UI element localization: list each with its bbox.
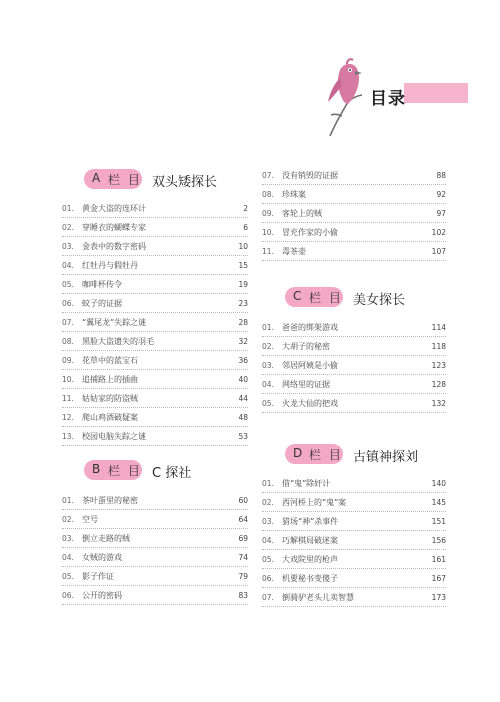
entry-page: 2 bbox=[243, 204, 248, 213]
entry-title: 红牡丹与假牡丹 bbox=[82, 261, 138, 270]
entry-number: 08. bbox=[62, 337, 74, 346]
entry-number: 11. bbox=[62, 394, 74, 403]
toc-entry[interactable] bbox=[62, 294, 248, 313]
entry-title: 追捕路上的插曲 bbox=[82, 375, 138, 384]
toc-entry[interactable] bbox=[262, 512, 446, 531]
section-title: 双头矮探长 bbox=[152, 175, 218, 190]
toc-entry[interactable] bbox=[262, 318, 446, 337]
entry-number: 04. bbox=[262, 536, 274, 545]
entry-title: 借“鬼”除奸计 bbox=[282, 479, 331, 488]
entry-number: 10. bbox=[62, 375, 74, 384]
toc-entry[interactable] bbox=[62, 332, 248, 351]
entry-page: 19 bbox=[238, 280, 248, 289]
entry-title: 公开的密码 bbox=[82, 591, 122, 600]
entry-number: 05. bbox=[62, 572, 74, 581]
entry-title: 没有销毁的证据 bbox=[282, 171, 338, 180]
entry-number: 05. bbox=[262, 399, 274, 408]
toc-entry[interactable] bbox=[262, 493, 446, 512]
toc-entry[interactable] bbox=[262, 185, 446, 204]
toc-entry[interactable] bbox=[262, 394, 446, 413]
toc-entry[interactable] bbox=[62, 510, 248, 529]
entry-page: 97 bbox=[436, 209, 446, 218]
entry-number: 11. bbox=[262, 247, 274, 256]
entry-title: 空号 bbox=[82, 515, 98, 524]
entry-number: 01. bbox=[262, 323, 274, 332]
entry-page: 132 bbox=[431, 399, 446, 408]
entry-page: 44 bbox=[238, 394, 248, 403]
page-title: 目录 bbox=[370, 89, 406, 109]
toc-entry[interactable] bbox=[262, 531, 446, 550]
entry-title: 毒茶壶 bbox=[282, 247, 306, 256]
entry-number: 03. bbox=[62, 242, 74, 251]
toc-entry[interactable] bbox=[62, 427, 248, 446]
toc-entry[interactable] bbox=[62, 491, 248, 510]
entry-page: 88 bbox=[436, 171, 446, 180]
section-b-header bbox=[84, 460, 264, 480]
entry-title: 茶叶蛋里的秘密 bbox=[82, 496, 138, 505]
entry-number: 07. bbox=[262, 171, 274, 180]
entry-page: 173 bbox=[431, 593, 446, 602]
entry-title: 冒充作家的小偷 bbox=[282, 228, 338, 237]
entry-page: 92 bbox=[436, 190, 446, 199]
entry-title: 倒骑驴老头儿卖智慧 bbox=[282, 593, 354, 602]
entry-title: 网络里的证据 bbox=[282, 380, 330, 389]
entry-number: 03. bbox=[62, 534, 74, 543]
toc-entry[interactable] bbox=[262, 204, 446, 223]
toc-entry[interactable] bbox=[62, 529, 248, 548]
section-d-list bbox=[262, 474, 446, 607]
entry-page: 107 bbox=[431, 247, 446, 256]
toc-entry[interactable] bbox=[62, 548, 248, 567]
toc-entry[interactable] bbox=[262, 356, 446, 375]
entry-number: 02. bbox=[62, 223, 74, 232]
entry-number: 07. bbox=[62, 318, 74, 327]
entry-page: 102 bbox=[431, 228, 446, 237]
toc-entry[interactable] bbox=[62, 567, 248, 586]
entry-number: 06. bbox=[62, 299, 74, 308]
entry-title: 咖啡杯传令 bbox=[82, 280, 122, 289]
entry-title: 西河桥上的“鬼”案 bbox=[282, 498, 347, 507]
entry-page: 114 bbox=[431, 323, 446, 332]
toc-entry[interactable] bbox=[62, 256, 248, 275]
entry-page: 140 bbox=[431, 479, 446, 488]
entry-number: 12. bbox=[62, 413, 74, 422]
section-d-header bbox=[285, 444, 475, 464]
entry-page: 15 bbox=[238, 261, 248, 270]
toc-entry[interactable] bbox=[262, 588, 446, 607]
section-a-header bbox=[84, 169, 264, 189]
entry-number: 02. bbox=[262, 342, 274, 351]
entry-number: 02. bbox=[62, 515, 74, 524]
entry-number: 04. bbox=[62, 261, 74, 270]
entry-number: 05. bbox=[262, 555, 274, 564]
entry-title: 邻居阿姨是小偷 bbox=[282, 361, 338, 370]
entry-number: 09. bbox=[62, 356, 74, 365]
entry-page: 28 bbox=[238, 318, 248, 327]
bird-on-branch-icon bbox=[318, 58, 378, 138]
entry-title: 蚊子的证据 bbox=[82, 299, 122, 308]
toc-entry[interactable] bbox=[262, 569, 446, 588]
entry-number: 09. bbox=[262, 209, 274, 218]
toc-entry[interactable] bbox=[62, 237, 248, 256]
entry-title: 大胡子的秘密 bbox=[282, 342, 330, 351]
toc-entry[interactable] bbox=[62, 370, 248, 389]
entry-title: 珍珠案 bbox=[282, 190, 306, 199]
section-a-list bbox=[62, 199, 248, 446]
section-title: 古镇神探刘 bbox=[353, 450, 419, 465]
entry-number: 13. bbox=[62, 432, 74, 441]
toc-entry[interactable] bbox=[62, 313, 248, 332]
toc-entry[interactable] bbox=[62, 389, 248, 408]
entry-title: 姑姑家的防盗贼 bbox=[82, 394, 138, 403]
entry-page: 40 bbox=[238, 375, 248, 384]
toc-entry[interactable] bbox=[62, 586, 248, 605]
entry-number: 06. bbox=[62, 591, 74, 600]
entry-page: 69 bbox=[238, 534, 248, 543]
section-pill-label: 栏 目 bbox=[309, 291, 343, 305]
entry-title: “翼尾龙”失踪之谜 bbox=[82, 318, 147, 327]
section-b-list bbox=[62, 491, 248, 605]
section-letter: C bbox=[293, 289, 302, 303]
entry-page: 10 bbox=[238, 242, 248, 251]
entry-page: 60 bbox=[238, 496, 248, 505]
entry-page: 74 bbox=[238, 553, 248, 562]
section-pill-label: 栏 目 bbox=[309, 448, 343, 462]
entry-number: 02. bbox=[262, 498, 274, 507]
toc-entry[interactable] bbox=[62, 275, 248, 294]
entry-page: 167 bbox=[431, 574, 446, 583]
entry-page: 83 bbox=[238, 591, 248, 600]
entry-page: 151 bbox=[431, 517, 446, 526]
entry-number: 07. bbox=[262, 593, 274, 602]
section-letter: A bbox=[92, 171, 101, 185]
entry-title: 金表中的数字密码 bbox=[82, 242, 146, 251]
entry-page: 23 bbox=[238, 299, 248, 308]
entry-title: 校园电脑失踪之谜 bbox=[82, 432, 146, 441]
entry-title: 客轮上的贼 bbox=[282, 209, 322, 218]
entry-number: 04. bbox=[262, 380, 274, 389]
entry-page: 53 bbox=[238, 432, 248, 441]
entry-title: 爸爸的绑架游戏 bbox=[282, 323, 338, 332]
entry-page: 32 bbox=[238, 337, 248, 346]
toc-entry[interactable] bbox=[262, 337, 446, 356]
toc-entry[interactable] bbox=[62, 218, 248, 237]
section-letter: D bbox=[293, 446, 303, 460]
section-letter: B bbox=[92, 462, 101, 476]
section-title: 美女探长 bbox=[353, 293, 406, 308]
entry-title: 巧解棋局破迷案 bbox=[282, 536, 338, 545]
entry-number: 01. bbox=[62, 204, 74, 213]
entry-number: 03. bbox=[262, 361, 274, 370]
entry-number: 05. bbox=[62, 280, 74, 289]
entry-page: 64 bbox=[238, 515, 248, 524]
entry-title: 黑脸大盗遗失的羽毛 bbox=[82, 337, 154, 346]
entry-number: 01. bbox=[62, 496, 74, 505]
entry-number: 10. bbox=[262, 228, 274, 237]
entry-number: 03. bbox=[262, 517, 274, 526]
entry-page: 79 bbox=[238, 572, 248, 581]
entry-title: 黄金大盗的连环计 bbox=[82, 204, 146, 213]
entry-page: 48 bbox=[238, 413, 248, 422]
title-accent-bar bbox=[404, 83, 468, 103]
section-title: C 探社 bbox=[152, 466, 192, 481]
entry-number: 01. bbox=[262, 479, 274, 488]
entry-title: 女贼的游戏 bbox=[82, 553, 122, 562]
section-c-header bbox=[285, 287, 465, 307]
entry-page: 161 bbox=[431, 555, 446, 564]
entry-title: 火龙大仙的把戏 bbox=[282, 399, 338, 408]
section-pill-label: 栏 目 bbox=[108, 173, 142, 187]
toc-entry[interactable] bbox=[262, 474, 446, 493]
entry-number: 08. bbox=[262, 190, 274, 199]
entry-page: 145 bbox=[431, 498, 446, 507]
entry-title: 影子作证 bbox=[82, 572, 114, 581]
entry-page: 6 bbox=[243, 223, 248, 232]
toc-entry[interactable] bbox=[262, 166, 446, 185]
section-b-continued-list bbox=[262, 166, 446, 261]
entry-page: 118 bbox=[431, 342, 446, 351]
toc-entry[interactable] bbox=[62, 408, 248, 427]
entry-title: 花草中的蓝宝石 bbox=[82, 356, 138, 365]
entry-title: 猎场“神”杀事件 bbox=[282, 517, 339, 526]
entry-title: 机要秘书变傻子 bbox=[282, 574, 338, 583]
entry-title: 穿睡衣的蝴蝶专家 bbox=[82, 223, 146, 232]
section-c-list bbox=[262, 318, 446, 413]
toc-entry[interactable] bbox=[62, 351, 248, 370]
entry-page: 36 bbox=[238, 356, 248, 365]
entry-page: 123 bbox=[431, 361, 446, 370]
entry-number: 04. bbox=[62, 553, 74, 562]
toc-entry[interactable] bbox=[262, 375, 446, 394]
entry-title: 大戏院里的枪声 bbox=[282, 555, 338, 564]
toc-entry[interactable] bbox=[262, 223, 446, 242]
entry-page: 128 bbox=[431, 380, 446, 389]
toc-entry[interactable] bbox=[62, 199, 248, 218]
entry-number: 06. bbox=[262, 574, 274, 583]
toc-entry[interactable] bbox=[262, 550, 446, 569]
entry-title: 倒立走路的贼 bbox=[82, 534, 130, 543]
entry-title: 爬山鸡酒破疑案 bbox=[82, 413, 138, 422]
entry-page: 156 bbox=[431, 536, 446, 545]
toc-entry[interactable] bbox=[262, 242, 446, 261]
section-pill-label: 栏 目 bbox=[108, 464, 142, 478]
